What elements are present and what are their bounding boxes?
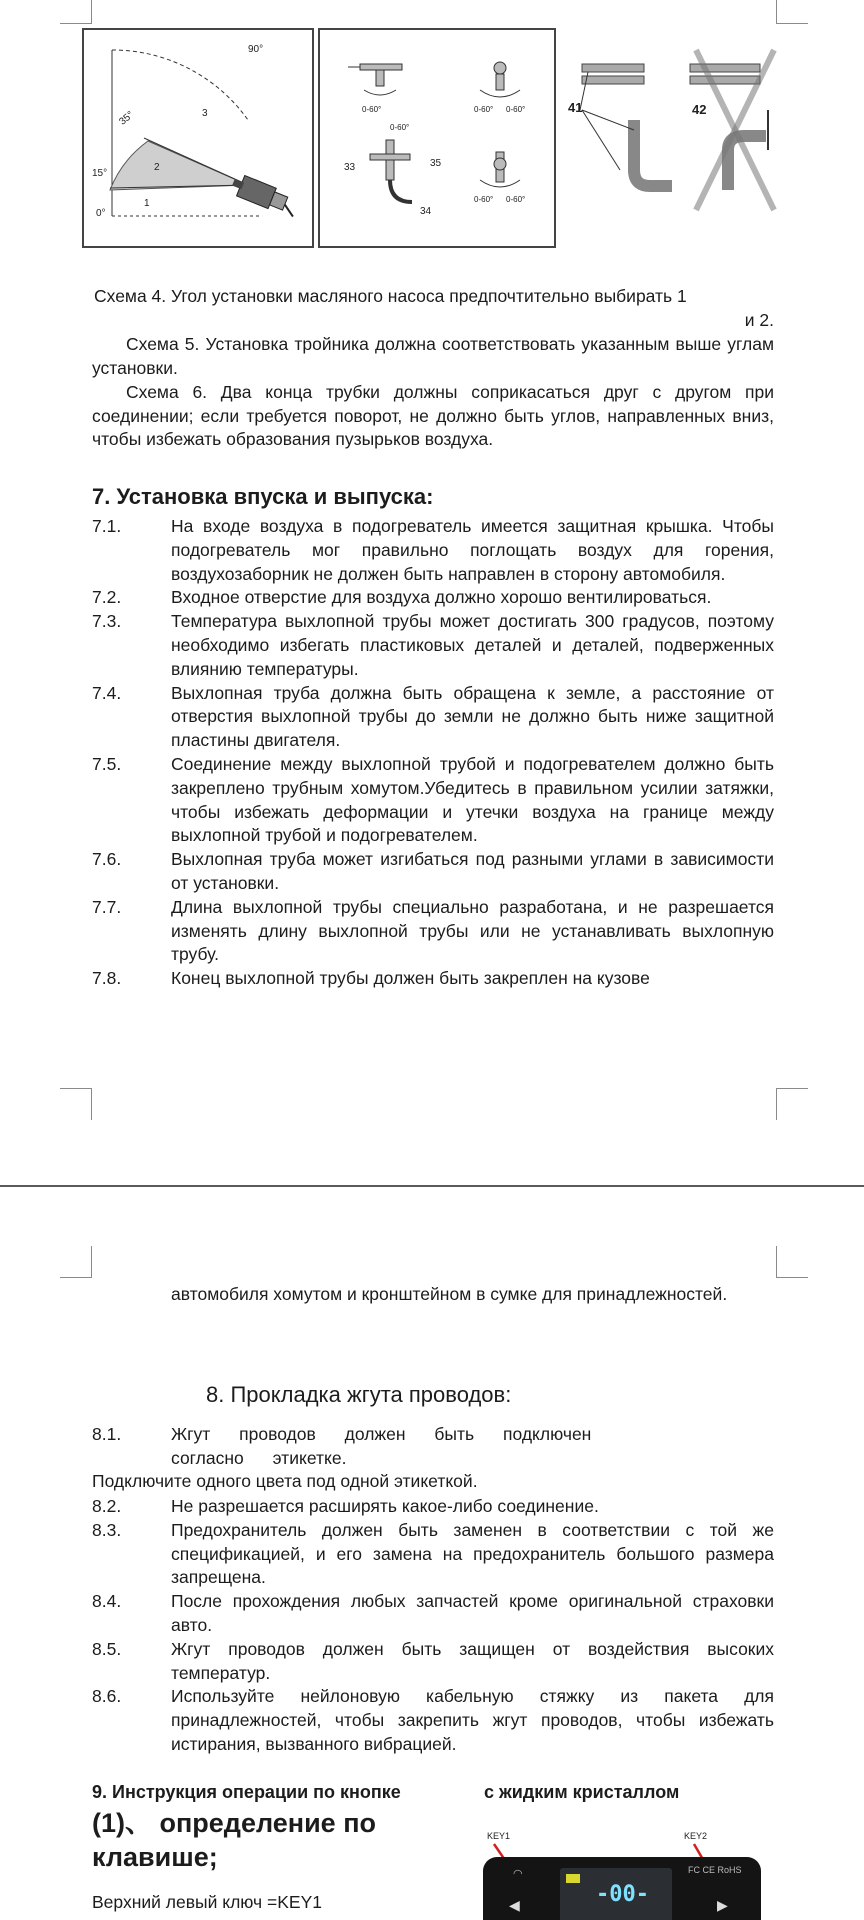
crop-mark (60, 0, 92, 24)
item-number: 7.5. (92, 753, 122, 774)
part-number: 33 (344, 162, 356, 173)
angle-label: 90° (248, 44, 264, 55)
crop-mark (776, 1246, 808, 1278)
item-number: 8.4. (92, 1591, 122, 1612)
zone-label: 3 (202, 108, 208, 119)
item-text: Температура выхлопной трубы может достигать 300 градусов, поэтому необходимо избегать пластиковых деталей и деталей, подверженных влиянию температуры. (171, 611, 774, 679)
part-number: 35 (430, 158, 442, 169)
angle-range-label: 0-60° (390, 123, 410, 132)
item-text: Входное отверстие для воздуха должно хорошо вентилироваться. (171, 587, 712, 608)
crop-mark (60, 1246, 92, 1278)
zone-label: 1 (144, 198, 150, 209)
section-7-list (92, 515, 774, 991)
caption-schema-5: Схема 5. Установка тройника должна соответствовать указанным выше углам установки. (92, 334, 774, 378)
item-number: 7.7. (92, 896, 122, 917)
angle-range-label: 0-60° (474, 105, 494, 114)
item-text: Выхлопная труба должна быть обращена к земле, а расстояние от отверстия выхлопной трубы до земли не должно быть ниже защитной пластины двигателя. (171, 682, 774, 751)
section-8-list (92, 1423, 774, 1471)
list-item (92, 610, 774, 681)
wifi-icon: ◠ (513, 1868, 523, 1880)
item-number: 8.6. (92, 1686, 122, 1707)
figure-schema-5 (318, 28, 556, 248)
section-7-heading: 7. Установка впуска и выпуска: (92, 484, 434, 509)
tee-icon (348, 64, 402, 95)
key1-definition: Верхний левый ключ =KEY1 (92, 1892, 322, 1912)
angle-label: 0° (96, 208, 106, 219)
list-item (92, 1638, 774, 1686)
item-number: 8.1. (92, 1424, 122, 1444)
angle-label: 35° (117, 109, 136, 128)
item-number: 7.3. (92, 611, 122, 632)
part-number: 42 (692, 102, 707, 117)
incorrect-tube-joint-icon (690, 50, 774, 210)
lcd-controller-image (483, 1857, 761, 1920)
list-item (92, 1685, 774, 1756)
tee-icon (480, 152, 520, 187)
key1-label: KEY1 (487, 1831, 511, 1841)
item-text: На входе воздуха в подогреватель имеется защитная крышка. Чтобы подогреватель мог правильно поглощать воздух для горения, воздухозаборник не должен быть направлен в сторону автомобиля. (171, 516, 774, 584)
tee-icon (370, 140, 412, 202)
correct-tube-joint-icon (580, 64, 672, 186)
angle-label: 15° (92, 168, 108, 179)
lcd-readout: -00- (596, 1882, 649, 1907)
item-number: 7.1. (92, 516, 122, 536)
section-9-heading: 9. Инструкция операции по кнопке (92, 1782, 401, 1802)
crop-mark (60, 1088, 92, 1120)
item-number: 8.2. (92, 1496, 122, 1516)
item-text: Используйте нейлоновую кабельную стяжку из пакета для принадлежностей, чтобы закрепить жгут проводов, чтобы избежать истирания, вызванного вибрацией. (171, 1686, 774, 1754)
item-text: Длина выхлопной трубы специально разработана, и не разрешается изменять длину выхлопной трубы или не устанавливать выхлопную трубу. (171, 896, 774, 965)
page-break-line (0, 1185, 864, 1187)
item-number: 7.6. (92, 849, 122, 870)
item-text: Жгут проводов должен быть подключен согласно этикетке. (171, 1424, 592, 1468)
list-item (92, 515, 774, 586)
figure-schema-6 (560, 40, 790, 240)
list-item (92, 753, 774, 848)
caption-schema-4-end: и 2. (744, 310, 774, 330)
angle-range-label: 0-60° (506, 105, 526, 114)
item-number: 8.5. (92, 1638, 122, 1659)
figure-schema-4 (82, 28, 314, 248)
item-text: Выхлопная труба может изгибаться под разными углами в зависимости от установки. (171, 849, 774, 893)
lcd-screen (560, 1868, 672, 1920)
section-9-subtitle: (1)、 определение по клавише; (92, 1808, 377, 1872)
list-item (92, 1423, 774, 1471)
list-item (92, 1519, 774, 1590)
caption-schema-4: Схема 4. Угол установки масляного насоса предпочтительно выбирать 1 (94, 286, 687, 306)
oil-pump-icon (229, 172, 300, 218)
crop-mark (776, 1088, 808, 1120)
part-number: 41 (568, 100, 583, 115)
item-text: После прохождения любых запчастей кроме оригинальной страховки авто. (171, 1591, 774, 1635)
angle-range-label: 0-60° (362, 105, 382, 114)
list-item (92, 586, 774, 610)
item-number: 7.4. (92, 682, 122, 703)
tee-icon (480, 62, 520, 97)
section-8-list-cont (92, 1495, 774, 1757)
angle-range-label: 0-60° (474, 195, 494, 204)
item-text: Предохранитель должен быть заменен в соответствии с той же спецификацией, и его замена на предохранитель большого размера запрещена. (171, 1519, 774, 1588)
status-indicator-icon (566, 1874, 580, 1883)
list-item (92, 1495, 774, 1519)
item-number: 7.8. (92, 968, 122, 989)
section-7-continuation: автомобиля хомутом и кронштейном в сумке для принадлежностей. (171, 1284, 728, 1304)
item-number: 8.3. (92, 1519, 122, 1540)
list-item (92, 1590, 774, 1638)
zone-label: 2 (154, 162, 160, 173)
list-item (92, 682, 774, 753)
crop-mark (776, 0, 808, 24)
tee-angle-diagram (320, 30, 554, 246)
certification-marks: FC CE RoHS (688, 1865, 742, 1875)
section-8-note: Подключите одного цвета под одной этикеткой. (92, 1471, 478, 1491)
section-8-heading: 8. Прокладка жгута проводов: (206, 1382, 512, 1407)
section-9-heading-right: с жидким кристаллом (484, 1782, 680, 1802)
right-arrow-icon: ▶ (717, 1897, 728, 1913)
list-item (92, 896, 774, 967)
item-text: Конец выхлопной трубы должен быть закреплен на кузове (171, 968, 650, 989)
item-text: Соединение между выхлопной трубой и подогревателем должно быть закреплено трубным хомутом.Убедитесь в правильном усилии затяжки, чтобы избежать деформации и утечки воздуха на границе между выхлопной трубой и подогревателем. (171, 753, 774, 846)
caption-schema-6: Схема 6. Два конца трубки должны соприкасаться друг с другом при соединении; если требуется поворот, не должно быть углов, направленных вниз, чтобы избежать образования пузырьков воздуха. (92, 382, 774, 449)
part-number: 34 (420, 206, 432, 217)
list-item (92, 848, 774, 896)
item-number: 7.2. (92, 587, 122, 608)
list-item (92, 967, 774, 991)
oil-pump-angle-diagram (84, 30, 312, 246)
key2-label: KEY2 (684, 1831, 708, 1841)
item-text: Жгут проводов должен быть защищен от воздействия высоких температур. (171, 1638, 774, 1683)
left-arrow-icon: ◀ (509, 1897, 520, 1913)
item-text: Не разрешается расширять какое-либо соединение. (171, 1496, 599, 1516)
angle-range-label: 0-60° (506, 195, 526, 204)
